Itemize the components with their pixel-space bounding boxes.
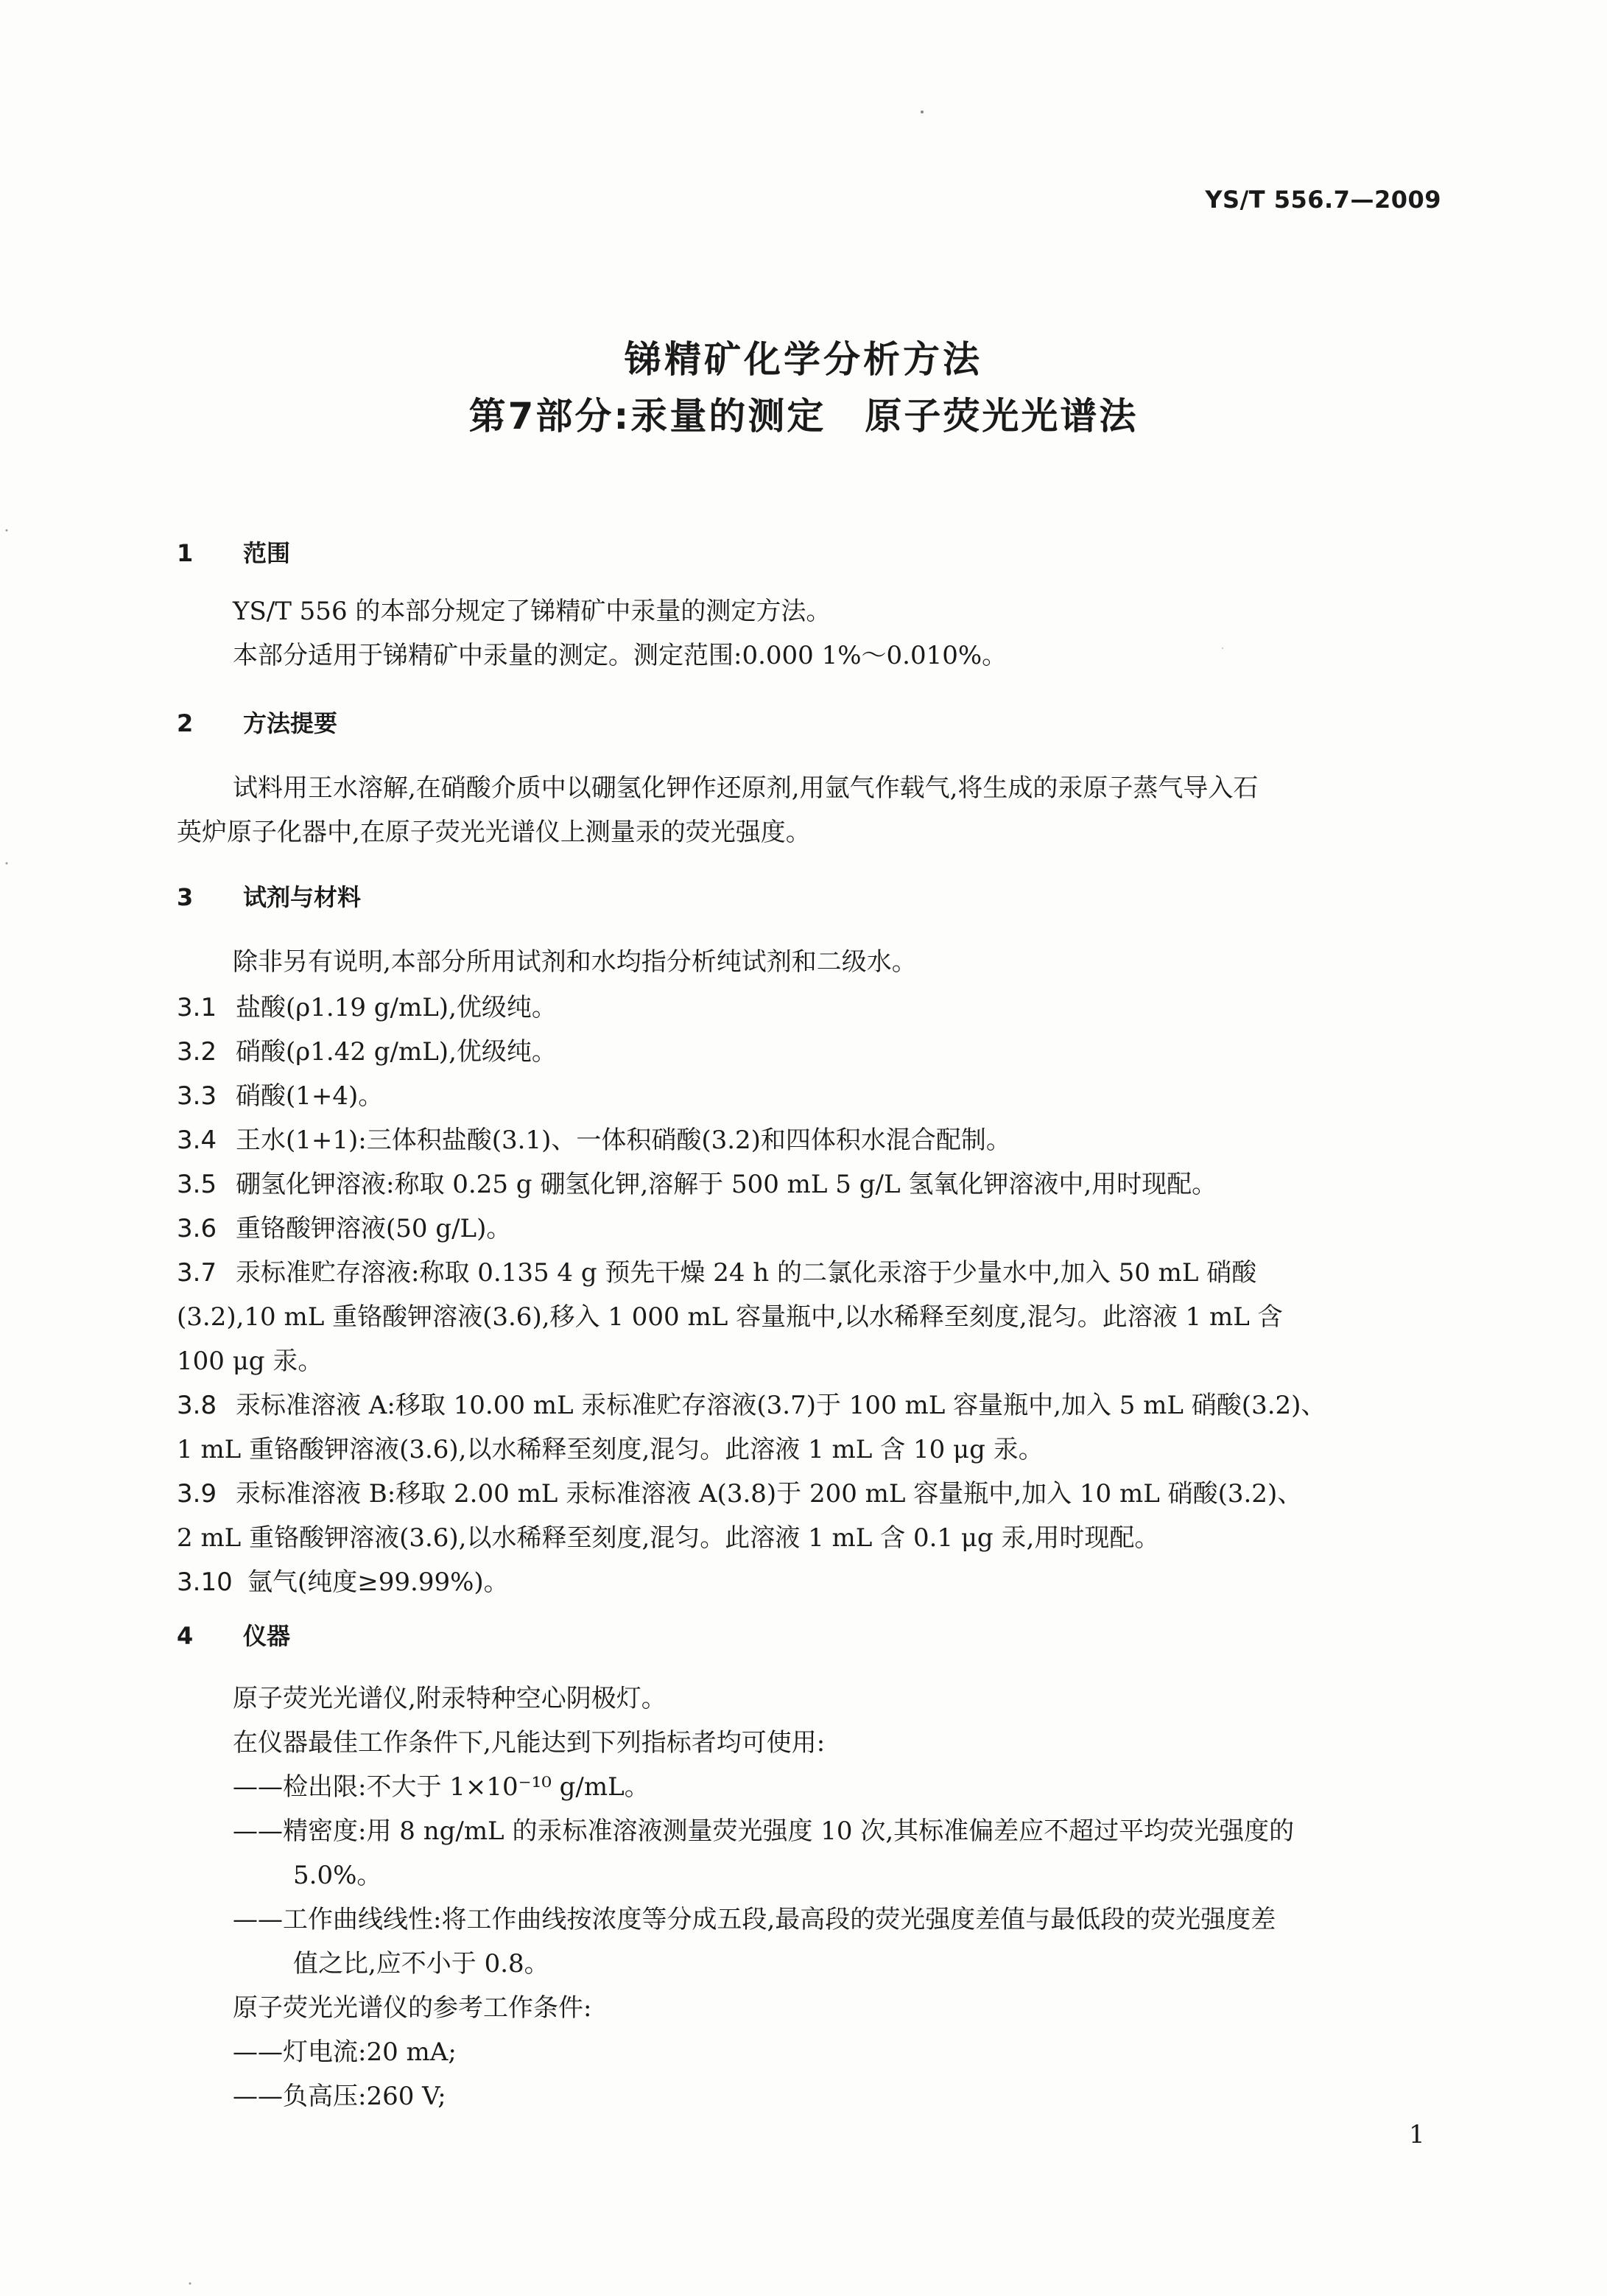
item-text: 氩气(纯度≥99.99%)。 — [247, 1567, 509, 1597]
item-number: 3.5 — [177, 1170, 217, 1199]
paragraph: 试料用王水溶解,在硝酸介质中以硼氢化钾作还原剂,用氩气作载气,将生成的汞原子蒸气导入石 — [233, 773, 1259, 803]
list-item-continued: 100 μg 汞。 — [177, 1347, 323, 1376]
standard-code: YS/T 556.7—2009 — [1205, 186, 1441, 214]
item-text: 汞标准溶液 A:移取 10.00 mL 汞标准贮存溶液(3.7)于 100 mL 容量瓶中,加入 5 mL 硝酸(3.2)、 — [236, 1391, 1326, 1420]
item-number: 3.7 — [177, 1258, 217, 1288]
item-text: 汞标准贮存溶液:称取 0.135 4 g 预先干燥 24 h 的二氯化汞溶于少量水中,加入 50 mL 硝酸 — [236, 1258, 1257, 1288]
dash-item: ——工作曲线线性:将工作曲线按浓度等分成五段,最高段的荧光强度差值与最低段的荧光强度差 — [233, 1905, 1276, 1934]
list-item-continued: 1 mL 重铬酸钾溶液(3.6),以水稀释至刻度,混匀。此溶液 1 mL 含 10 μg 汞。 — [177, 1435, 1044, 1464]
paragraph: 除非另有说明,本部分所用试剂和水均指分析纯试剂和二级水。 — [233, 947, 917, 977]
section-number: 4 — [177, 1622, 194, 1650]
paragraph: 原子荧光光谱仪,附汞特种空心阴极灯。 — [233, 1684, 667, 1713]
item-number: 3.3 — [177, 1081, 217, 1111]
dash-item: ——负高压:260 V; — [233, 2082, 446, 2111]
paragraph: YS/T 556 的本部分规定了锑精矿中汞量的测定方法。 — [233, 597, 831, 626]
paragraph: 原子荧光光谱仪的参考工作条件: — [233, 1993, 592, 2023]
item-text: 硼氢化钾溶液:称取 0.25 g 硼氢化钾,溶解于 500 mL 5 g/L 氢氧化钾溶液中,用时现配。 — [236, 1170, 1217, 1199]
item-number: 3.8 — [177, 1391, 217, 1420]
paragraph: 在仪器最佳工作条件下,凡能达到下列指标者均可使用: — [233, 1728, 826, 1758]
item-number: 3.10 — [177, 1567, 233, 1597]
paragraph: 本部分适用于锑精矿中汞量的测定。测定范围:0.000 1%～0.010%。 — [233, 641, 1008, 670]
item-number: 3.4 — [177, 1126, 217, 1155]
paragraph-continued: 英炉原子化器中,在原子荧光光谱仪上测量汞的荧光强度。 — [177, 818, 811, 847]
document-title: 锑精矿化学分析方法 — [625, 338, 982, 381]
list-item-continued: 2 mL 重铬酸钾溶液(3.6),以水稀释至刻度,混匀。此溶液 1 mL 含 0.1 μg 汞,用时现配。 — [177, 1523, 1160, 1553]
item-text: 王水(1+1):三体积盐酸(3.1)、一体积硝酸(3.2)和四体积水混合配制。 — [236, 1126, 1011, 1155]
section-title: 范围 — [243, 539, 291, 567]
dash-item-continued: 值之比,应不小于 0.8。 — [293, 1949, 549, 1979]
dash-item: ——检出限:不大于 1×10⁻¹⁰ g/mL。 — [233, 1772, 650, 1802]
section-number: 1 — [177, 539, 194, 567]
dash-item: ——精密度:用 8 ng/mL 的汞标准溶液测量荧光强度 10 次,其标准偏差应不超过平均荧光强度的 — [233, 1816, 1295, 1846]
section-number: 3 — [177, 883, 194, 911]
list-item-continued: (3.2),10 mL 重铬酸钾溶液(3.6),移入 1 000 mL 容量瓶中,以水稀释至刻度,混匀。此溶液 1 mL 含 — [177, 1302, 1283, 1332]
item-text: 盐酸(ρ1.19 g/mL),优级纯。 — [236, 993, 557, 1022]
dash-item: ——灯电流:20 mA; — [233, 2037, 457, 2067]
item-text: 汞标准溶液 B:移取 2.00 mL 汞标准溶液 A(3.8)于 200 mL 容量瓶中,加入 10 mL 硝酸(3.2)、 — [236, 1479, 1303, 1509]
dash-item-continued: 5.0%。 — [293, 1861, 382, 1890]
section-title: 仪器 — [243, 1622, 291, 1650]
section-title: 试剂与材料 — [243, 883, 362, 911]
item-text: 重铬酸钾溶液(50 g/L)。 — [236, 1214, 512, 1243]
item-number: 3.1 — [177, 993, 217, 1022]
item-number: 3.9 — [177, 1479, 217, 1509]
item-text: 硝酸(1+4)。 — [236, 1081, 384, 1111]
document-subtitle: 第7部分:汞量的测定 原子荧光光谱法 — [468, 395, 1139, 438]
section-title: 方法提要 — [243, 709, 338, 737]
page-number: 1 — [1409, 2120, 1425, 2149]
item-number: 3.6 — [177, 1214, 217, 1243]
section-number: 2 — [177, 709, 194, 737]
item-text: 硝酸(ρ1.42 g/mL),优级纯。 — [236, 1037, 557, 1067]
item-number: 3.2 — [177, 1037, 217, 1067]
